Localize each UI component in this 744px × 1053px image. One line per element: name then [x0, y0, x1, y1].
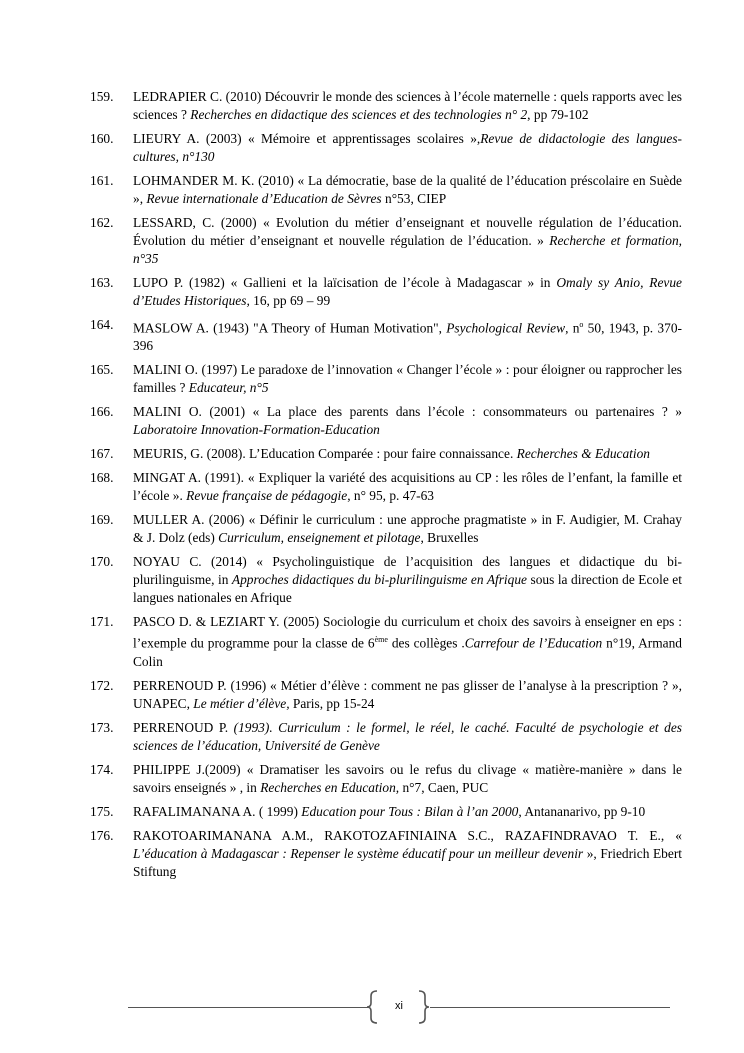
reference-number: 170.: [90, 554, 114, 570]
reference-text-part: PERRENOUD P. (1996) « Métier d’élève : comment ne pas glisser de l’analyse à la prescription ? », UNAPEC,: [133, 677, 682, 711]
reference-entry: [90, 445, 682, 463]
reference-list: [90, 88, 682, 887]
reference-number: 172.: [90, 677, 114, 693]
reference-text-part: o: [579, 320, 584, 329]
reference-entry: [90, 403, 682, 439]
page-number: xi: [395, 1000, 403, 1012]
reference-text-part: sous la direction de Ecole et langues nationales en Afrique: [133, 572, 682, 606]
reference-text: [133, 677, 682, 713]
reference-text-part: MINGAT A. (1991). « Expliquer la variété des acquisitions au CP : les rôles de l’enfant, la famille et l’école ».: [133, 470, 682, 504]
reference-entry: [90, 553, 682, 607]
reference-text: [133, 172, 682, 208]
reference-text-part: LOHMANDER M. K. (2010) « La démocratie, base de la qualité de l’éducation préscolaire en Suède »,: [133, 173, 682, 206]
reference-italic-part: Recherches en didactique des sciences et des technologies n° 2: [190, 107, 528, 122]
reference-entry: [90, 469, 682, 505]
reference-italic-part: Revue de didactologie des langues-cultures, n°130: [133, 131, 682, 164]
right-brace-icon: [416, 990, 430, 1024]
reference-text-part: , Antananarivo, pp 9-10: [518, 803, 646, 819]
reference-text-part: MASLOW A. (1943) "A Theory of Human Motivation",: [133, 320, 447, 336]
reference-text-part: RAKOTOARIMANANA A.M., RAKOTOZAFINIAINA S.C., RAZAFINDRAVAO T. E., «: [133, 827, 682, 843]
reference-text-part: LEDRAPIER C. (2010) Découvrir le monde des sciences à l’école maternelle : quels rapports avec les sciences ?: [133, 89, 682, 122]
reference-italic-part: Revue internationale d’Education de Sèvres: [146, 191, 382, 206]
reference-entry: [90, 719, 682, 755]
reference-number: 159.: [90, 89, 114, 104]
reference-number: 175.: [90, 803, 114, 819]
reference-text-part: , pp 79-102: [527, 107, 589, 122]
reference-number: 160.: [90, 131, 114, 146]
reference-italic-part: Recherche et formation, n°35: [133, 233, 682, 266]
reference-entry: [90, 316, 682, 355]
reference-text-part: ème: [374, 635, 388, 645]
reference-text: [133, 761, 682, 797]
reference-text-part: NOYAU C. (2014) « Psycholinguistique de l’acquisition des langues et didactique du bi-plurilinguisme, in: [133, 554, 682, 588]
reference-italic-part: Education pour Tous : Bilan à l’an 2000: [301, 803, 519, 819]
reference-text: [133, 88, 682, 124]
reference-text: [133, 361, 682, 397]
reference-entry: [90, 130, 682, 166]
reference-number: 162.: [90, 215, 114, 230]
reference-italic-part: Le métier d’élève,: [193, 695, 290, 711]
reference-text: [133, 469, 682, 505]
footer-rule-right: [430, 1007, 670, 1008]
reference-text-part: 50, 1943, p. 370-396: [133, 320, 682, 354]
reference-italic-part: Educateur, n°5: [188, 380, 269, 396]
reference-number: 168.: [90, 470, 114, 486]
reference-italic-part: Psychological Review: [446, 320, 566, 336]
reference-text-part: PASCO D. & LEZIART Y. (2005) Sociologie du curriculum et choix des savoirs à enseigner en eps : l’exemple du programme pour la classe de 6: [133, 614, 682, 651]
reference-italic-part: L’éducation à Madagascar : Repenser le système éducatif pour un meilleur devenir: [133, 845, 584, 861]
reference-text: [133, 130, 682, 166]
reference-number: 164.: [90, 317, 114, 332]
reference-text-part: n°53, CIEP: [381, 191, 447, 206]
reference-entry: [90, 172, 682, 208]
footer-rule-left: [128, 1007, 368, 1008]
reference-entry: [90, 677, 682, 713]
reference-text-part: », Friedrich Ebert Stiftung: [133, 845, 682, 879]
reference-entry: [90, 613, 682, 670]
reference-text: [133, 803, 682, 821]
reference-text-part: RAFALIMANANA A. ( 1999): [133, 803, 302, 819]
reference-italic-part: Laboratoire Innovation-Formation-Education: [133, 422, 380, 438]
reference-italic-part: Carrefour de l’Education: [464, 635, 603, 651]
reference-text-part: des collèges .: [387, 635, 465, 651]
reference-number: 163.: [90, 275, 114, 290]
page-footer: [0, 990, 744, 1030]
reference-italic-part: Omaly sy Anio, Revue d’Etudes Historiques,: [133, 275, 683, 308]
reference-entry: [90, 761, 682, 797]
reference-text-part: PHILIPPE J.(2009) « Dramatiser les savoirs ou le refus du clivage « matière-manière » dans le savoirs enseignés » , in: [133, 761, 682, 795]
reference-text: [133, 214, 682, 268]
reference-text: [133, 613, 682, 670]
reference-text-part: MEURIS, G. (2008). L’Education Comparée : pour faire connaissance.: [133, 446, 517, 462]
reference-text: [133, 274, 682, 310]
reference-number: 167.: [90, 446, 114, 462]
reference-entry: [90, 827, 682, 881]
reference-number: 171.: [90, 614, 114, 630]
reference-number: 161.: [90, 173, 114, 188]
reference-text: [133, 445, 682, 463]
reference-text-part: , n: [565, 320, 580, 336]
reference-text-part: n°7, Caen, PUC: [399, 779, 489, 795]
reference-text-part: n°19, Armand Colin: [133, 635, 683, 669]
reference-text-part: MALINI O. (2001) « La place des parents dans l’école : consommateurs ou partenaires ? »: [133, 404, 682, 420]
reference-number: 166.: [90, 404, 114, 420]
reference-entry: [90, 214, 682, 268]
reference-text-part: LESSARD, C. (2000) « Evolution du métier d’enseignant et nouvelle régulation de l’éducation. Évolution du métier d’enseignant et nouvelle régulation de l’éducation. »: [133, 215, 682, 248]
left-brace-icon: [366, 990, 380, 1024]
reference-text: [133, 403, 682, 439]
reference-text-part: PERRENOUD P.: [133, 719, 234, 735]
reference-text: [133, 553, 682, 607]
reference-italic-part: Approches didactiques du bi-plurilinguisme en Afrique: [231, 572, 527, 588]
reference-text-part: LIEURY A. (2003) « Mémoire et apprentissages scolaires »,: [133, 131, 481, 146]
reference-italic-part: Recherches en Education,: [260, 779, 400, 795]
reference-entry: [90, 361, 682, 397]
reference-entry: [90, 803, 682, 821]
reference-italic-part: Curriculum, enseignement et pilotage: [218, 530, 421, 546]
reference-text-part: 16, pp 69 – 99: [249, 293, 331, 308]
reference-number: 174.: [90, 761, 114, 777]
reference-entry: [90, 511, 682, 547]
reference-text-part: LUPO P. (1982) « Gallieni et la laïcisation de l’école à Madagascar » in: [133, 275, 557, 290]
reference-text-part: Paris, pp 15-24: [289, 695, 375, 711]
reference-number: 176.: [90, 827, 114, 843]
reference-text-part: , n° 95, p. 47-63: [347, 488, 434, 504]
reference-italic-part: Recherches & Education: [516, 446, 651, 462]
reference-text: [133, 316, 682, 355]
reference-italic-part: (1993). Curriculum : le formel, le réel, le caché. Faculté de psychologie et des sciences de l’éducation, Université de Genève: [133, 719, 682, 753]
reference-text: [133, 827, 682, 881]
reference-text-part: MULLER A. (2006) « Définir le curriculum : une approche pragmatiste » in F. Audigier, M. Crahay & J. Dolz (eds): [133, 512, 682, 546]
reference-text-part: MALINI O. (1997) Le paradoxe de l’innovation « Changer l’école » : pour éloigner ou rapprocher les familles ?: [133, 362, 682, 396]
reference-text-part: , Bruxelles: [420, 530, 479, 546]
reference-number: 169.: [90, 512, 114, 528]
reference-entry: [90, 274, 682, 310]
reference-entry: [90, 88, 682, 124]
reference-text: [133, 511, 682, 547]
reference-number: 165.: [90, 362, 114, 378]
reference-text: [133, 719, 682, 755]
reference-number: 173.: [90, 719, 114, 735]
reference-italic-part: Revue française de pédagogie: [186, 488, 348, 504]
